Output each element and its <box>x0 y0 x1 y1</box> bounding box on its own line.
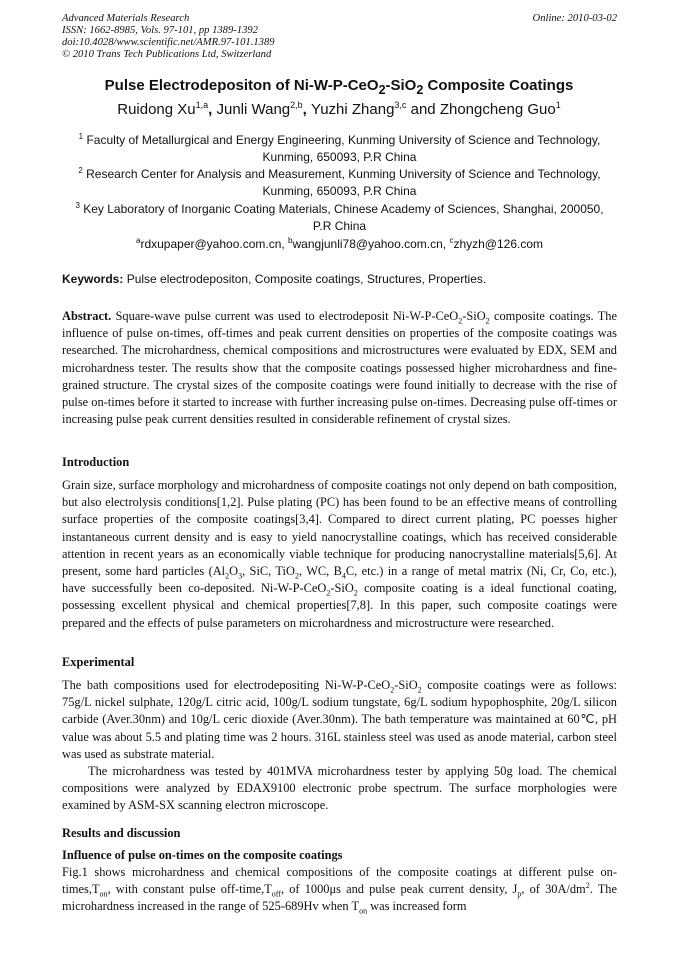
author-name: Yuzhi Zhang <box>311 101 395 118</box>
journal-name: Advanced Materials Research <box>62 13 190 24</box>
results-subheading: Influence of pulse on-times on the composite coatings <box>62 848 343 862</box>
online-date: Online: 2010-03-02 <box>532 13 617 24</box>
copyright-line: © 2010 Trans Tech Publications Ltd, Switzerland <box>62 49 272 60</box>
journal-header <box>62 13 617 61</box>
author-list: Ruidong Xu$^{1,a}$, Junli Wang$^{2,b}$, Yuzhi Zhang$^{3,c}$ and Zhongcheng Guo$^1$ <box>117 100 561 118</box>
results-paragraph: Fig.1 shows microhardness and chemical compositions of the composite coatings at different pulse $on-times,T_{on}$, with constant pulse off-$time,T_{off}$, of 1000μs and pulse peak current density, $J_p$, of $30A/dm^2$. The microhardness increased in the range of 525-689Hv when $T_{on}$ was increased form <box>62 865 617 916</box>
affiliation-2: $^2$ Research Center for Analysis and Measurement, Kunming University of Science and Technology, Kunming, 650093, P.R China <box>78 166 601 198</box>
paper-title: Pulse Electrodepositon of Ni-W-P-CeO$_2$-SiO$_2$ Composite Coatings <box>104 77 574 97</box>
introduction-paragraph: Grain size, surface morphology and microhardness of composite coatings not only depend on bath composition, but also electrolysis conditions[1,2]. Pulse plating (PC) has been found to be an effective means of controlling surface properties of the composite coatings[3,4]. Compared to direct current plating, PC poesses higher instantaneous current density and is easy to yield nanocrystalline coatings, which has received considerable attention in recent years as an economically viable technique for producing nanocrystalline materials[5,6]. At present, some hard particles ($Al_2O_3$, SiC, TiO$_2$, WC, $B_4C$, etc.) in a range of metal matrix (Ni, Cr, Co, etc.), have successfully been co-deposited. Ni-W-P-CeO$_2$-SiO$_2$ composite coating is a ideal functional coating, possessing excellent physical and chemical properties[7,8]. In this paper, such composite coatings were prepared and the effects of pulse parameters on microhardness and microstructure were researched. <box>62 478 618 630</box>
author-emails: $^a$rdxupaper@yahoo.com.cn, $^b$wangjunli78@yahoo.com.cn, $^c$zhyzh@126.com <box>136 236 543 251</box>
experimental-heading: Experimental <box>62 655 135 669</box>
introduction-heading: Introduction <box>62 455 130 469</box>
affiliation-3: $^3$ Key Laboratory of Inorganic Coating Materials, Chinese Academy of Sciences, Shanghai, 200050, P.R China <box>75 201 604 233</box>
experimental-paragraph-1: The bath compositions used for electrodepositing Ni-W-P-CeO$_2$-SiO$_2$ composite coatings were as follows: 75g/L nickel sulphate, 120g/L citric acid, 100g/L sodium tungstate, 6g/L sodium hypophosphite, 20g/L silicon carbide (Aver.30nm) and 10g/L ceric dioxide (Aver.30nm). The bath temperature was maintained at 60℃, pH value was about 5.5 and plating time was 2 hours. 316L stainless steel was used as anode material, carbon steel was used as substrate material. <box>62 678 617 761</box>
issn-line: ISSN: 1662-8985, Vols. 97-101, pp 1389-1392 <box>62 25 258 36</box>
results-heading: Results and discussion <box>62 826 181 840</box>
affiliation-1: $^1$ Faculty of Metallurgical and Energy Engineering, Kunming University of Science and Technology, Kunming, 650093, P.R China <box>78 132 601 164</box>
doi-line: doi:10.4028/www.scientific.net/AMR.97-101.1389 <box>62 37 275 48</box>
experimental-section <box>62 677 617 815</box>
abstract-paragraph: Abstract. Square-wave pulse current was used to electrodeposit Ni-W-P-CeO$_2$-SiO$_2$ composite coatings. The influence of pulse on-times, off-times and peak current densities on properties of the composite coatings was researched. The microhardness, chemical compositions and microstructures were evaluated by EDX, SEM and microhardness tester. The results show that the composite coatings possessed higher microhardness and fine-grained structure. The crystal sizes of the composite coatings were found initially to decrease with the rise of pulse on-times before it started to increase with further increasing pulse on-times. Decreasing pulse off-times or increasing pulse peak current densities resulted in considerable refinement of crystal sizes. <box>62 309 617 427</box>
author-name: Zhongcheng Guo <box>439 101 556 118</box>
keywords: Keywords: Pulse electrodepositon, Composite coatings, Structures, Properties. <box>62 272 487 286</box>
author-name: Ruidong Xu <box>117 101 196 118</box>
author-name: Junli Wang <box>216 101 291 118</box>
experimental-paragraph-2: The microhardness was tested by 401MVA microhardness tester by applying 50g load. The chemical compositions were analyzed by EDAX9100 electronic probe spectrum. The surface morphologies were examined by ASM-SX scanning electron microscope. <box>62 764 617 813</box>
